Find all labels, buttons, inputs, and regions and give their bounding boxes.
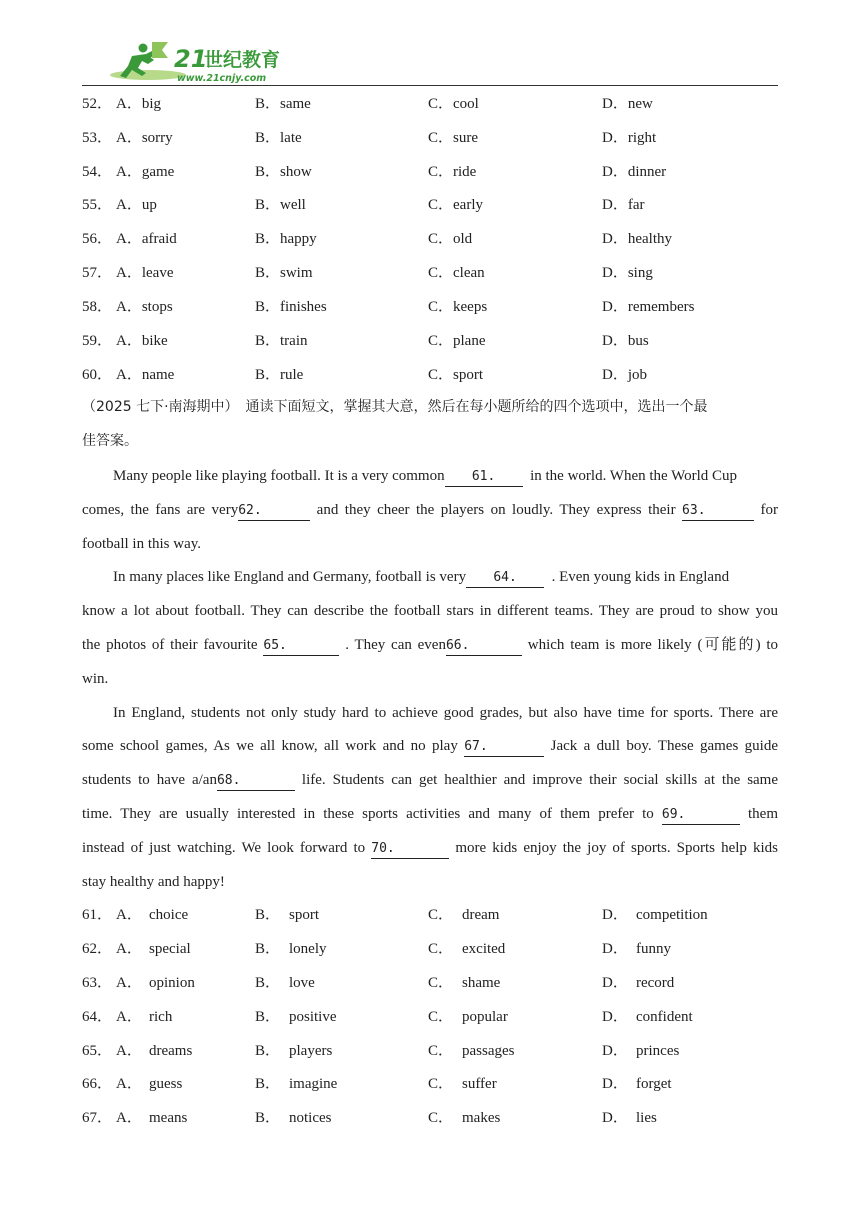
passage-line: In many places like England and Germany, football is very 64. . Even young kids in England — [113, 567, 773, 588]
blank-67: 67. — [464, 738, 544, 757]
svg-text:www.21cnjy.com: www.21cnjy.com — [177, 73, 267, 84]
header-rule — [82, 85, 778, 86]
21cnjy-logo — [102, 40, 292, 86]
passage-line: time. They are usually interested in these sports activities and many of them prefer to 69. them — [82, 804, 778, 825]
blank-70: 70. — [371, 840, 449, 859]
instructions-cont: 佳答案。 — [82, 433, 138, 449]
passage-line: win. — [82, 671, 109, 687]
passage-line: know a lot about football. They can describe the football stars in different teams. They are proud to show you — [82, 603, 778, 619]
options-row: 58． A．stops B．finishes C．keeps D．remembers — [82, 299, 695, 315]
passage-line: students to have a/an68. life. Students can get healthier and improve their social skills at the same — [82, 770, 778, 791]
options-row: 53． A．sorry B．late C．sure D．right — [82, 130, 657, 146]
passage-line: instead of just watching. We look forward to 70. more kids enjoy the joy of sports. Sports help kids — [82, 838, 778, 859]
blank-61: 61. — [445, 468, 523, 487]
options-row: 61． A． choice B． sport C． dream D． competition — [82, 907, 708, 923]
options-row: 67． A． means B． notices C． makes D． lies — [82, 1110, 657, 1126]
options-row: 62． A． special B． lonely C． excited D． funny — [82, 941, 671, 957]
options-row: 64． A． rich B． positive C． popular D． confident — [82, 1009, 693, 1025]
page-header — [82, 40, 778, 86]
passage-line: football in this way. — [82, 536, 202, 552]
passage-line: some school games, As we all know, all work and no play 67. Jack a dull boy. These games guide — [82, 736, 778, 757]
options-row: 57． A．leave B．swim C．clean D．sing — [82, 265, 653, 281]
blank-66: 66. — [446, 637, 522, 656]
passage-line: In England, students not only study hard to achieve good grades, but also have time for sports. There are — [113, 705, 778, 721]
svg-text:21: 21 — [174, 45, 208, 73]
options-row: 55． A．up B．well C．early D．far — [82, 197, 645, 213]
options-row: 60． A．name B．rule C．sport D．job — [82, 367, 648, 383]
options-row: 54． A．game B．show C．ride D．dinner — [82, 164, 667, 180]
passage-line: comes, the fans are very62. and they cheer the players on loudly. They express their 63. for — [82, 500, 778, 521]
blank-64: 64. — [466, 569, 544, 588]
blank-65: 65. — [263, 637, 339, 656]
blank-63: 63. — [682, 502, 754, 521]
blank-68: 68. — [217, 772, 295, 791]
options-row: 65． A． dreams B． players C． passages D． princes — [82, 1043, 680, 1059]
blank-69: 69. — [662, 806, 740, 825]
passage-line: Many people like playing football. It is a very common 61. in the world. When the World Cup — [113, 466, 773, 487]
options-row: 63． A． opinion B． love C． shame D． record — [82, 975, 675, 991]
passage-line: the photos of their favourite 65. . They can even66. which team is more likely (可能的) to — [82, 635, 778, 656]
instructions: （2025 七下·南海期中） 通读下面短文，掌握其大意，然后在每小题所给的四个选项中，选出一个最 — [82, 399, 708, 415]
options-row: 52． A．big B．same C．cool D．new — [82, 96, 653, 112]
blank-62: 62. — [238, 502, 310, 521]
options-row: 59． A．bike B．train C．plane D．bus — [82, 333, 649, 349]
svg-text:世纪教育: 世纪教育 — [204, 49, 281, 71]
options-row: 56． A．afraid B．happy C．old D．healthy — [82, 231, 672, 247]
passage-line: stay healthy and happy! — [82, 874, 225, 890]
options-row: 66． A． guess B． imagine C． suffer D． forget — [82, 1076, 672, 1092]
